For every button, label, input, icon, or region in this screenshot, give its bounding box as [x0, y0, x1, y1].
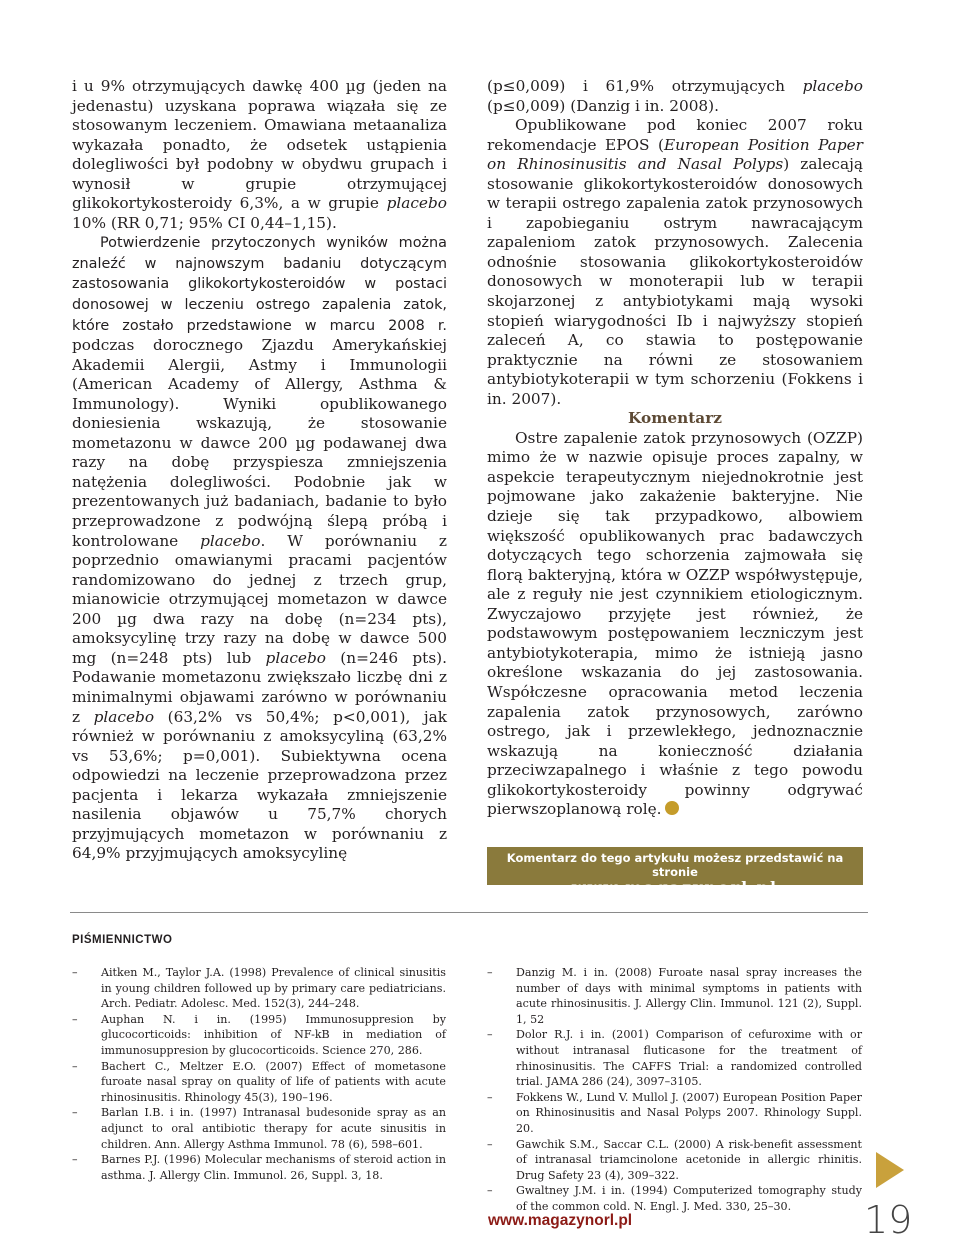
section-heading: Komentarz [628, 409, 722, 428]
list-dash: – [487, 1028, 493, 1042]
references-list-right [487, 965, 862, 1215]
next-page-arrow-icon[interactable] [876, 1152, 904, 1188]
divider [70, 912, 868, 913]
reference-item [487, 1027, 862, 1089]
italic-text: placebo [386, 194, 447, 213]
reference-item [72, 965, 446, 1012]
paragraph [487, 429, 863, 820]
list-dash: – [72, 1012, 78, 1026]
text-run: (p≤0,009) (Danzig i in. 2008). [487, 96, 719, 115]
reference-text: Danzig M. i in. (2008) Furoate nasal spray increases the number of days with minimal symptoms in patients with acute rhinosinusitis. J. Allergy Clin. Immunol. 121 (2), Suppl. 1, 52 [516, 966, 862, 1026]
paragraph [487, 77, 863, 116]
text-run: Potwierdzenie przytoczonych wyników można znaleźć w najnowszym badaniu dotyczącym zastosowania glikokortykosteroidów w postaci donosowej w leczeniu ostrego zapalenia zatok, które zostało przedstawione w marcu 2008 r. [72, 235, 447, 334]
list-dash: – [72, 966, 78, 979]
reference-item [487, 1183, 862, 1214]
reference-text: Gwaltney J.M. i in. (1994) Computerized tomography study of the common cold. N. Engl. J. Med. 330, 25–30. [516, 1184, 862, 1213]
references-title: PIŚMIENNICTWO [72, 934, 173, 946]
reference-item [72, 1059, 446, 1106]
reference-item [72, 1012, 446, 1059]
reference-item [72, 1152, 446, 1183]
reference-item [487, 1137, 862, 1184]
reference-item [487, 1090, 862, 1137]
italic-text: placebo [265, 648, 326, 667]
references-list-left [72, 965, 446, 1183]
list-dash: – [487, 1137, 493, 1151]
reference-text: Bachert C., Meltzer E.O. (2007) Effect of mometasone furoate nasal spray on quality of life of patients with acute rhinosinusitis. Rhinology 45(3), 190–196. [101, 1059, 446, 1104]
italic-text: placebo [200, 531, 261, 550]
italic-text: placebo [93, 707, 155, 726]
list-dash: – [487, 966, 493, 979]
footer-link[interactable]: www.magazynorl.pl [488, 1212, 633, 1229]
text-run: . W porównaniu z poprzednio omawianymi pracami pacjentów randomizowano do jednej z trzech grup, mianowicie otrzymującej mometazon w dawce 200 µg dwa razy na dobę (n=234 pts), amoksycylinę trzy razy na dobę w dawce 500 mg (n=248 pts) lub [72, 531, 447, 667]
text-run: podczas dorocznego Zjazdu Amerykańskiej Akademii Alergii, Astmy i Immunologii (American Academy of Allergy, Asthma & Immunology). Wyniki opublikowanego doniesienia wskazują, że stosowanie mometazonu w dawce 200 µg podawanej dwa razy na dobę przyspiesza zmniejszenia natężenia dolegliwości. Podobnie jak w prezentowanych już badaniach, badanie to było przeprowadzone z podwójną ślepą próbą i kontrolowane [72, 336, 447, 550]
article-column-left [72, 77, 447, 864]
end-mark-icon [665, 801, 679, 815]
italic-text: European Position Paper on Rhinosinusitis and Nasal Polyps [487, 135, 863, 174]
reference-text: Auphan N. i in. (1995) Immunosuppresion by glucocorticoids: inhibition of NF-kB in mediation of immunosuppresion by glucocorticoids. Science 270, 286. [101, 1012, 446, 1057]
text-run: (n=246 pts). Podawanie mometazonu zwiększało liczbę dni z minimalnymi objawami zarówno w porównaniu z [72, 648, 447, 726]
reference-text: Gawchik S.M., Saccar C.L. (2000) A risk-benefit assessment of intranasal triamcinolone acetonide in allergic rhinitis. Drug Safety 23 (4), 309–322. [516, 1137, 862, 1182]
page-number: 19 [864, 1198, 913, 1242]
paragraph [72, 77, 447, 233]
list-dash: – [72, 1059, 78, 1073]
reference-text: Barlan I.B. i in. (1997) Intranasal budesonide spray as an adjunct to oral antibiotic therapy for acute sinusitis in children. Ann. Allergy Asthma Immunol. 78 (6), 598–601. [101, 1106, 446, 1151]
list-dash: – [72, 1106, 78, 1120]
promo-text: Komentarz do tego artykułu możesz przedstawić na stronie [506, 851, 844, 879]
reference-text: Fokkens W., Lund V. Mullol J. (2007) European Position Paper on Rhinosinusitis and Nasal Polyps 2007. Rhinology Suppl. 20. [516, 1090, 862, 1135]
italic-text: placebo [802, 77, 863, 95]
reference-text: Dolor R.J. i in. (2001) Comparison of cefuroxime with or without intranasal fluticasone for the treatment of rhinosinusitis. The CAFFS Trial: a randomized controlled trial. JAMA 286 (24), 3097–3105. [516, 1028, 862, 1089]
reference-item [72, 1105, 446, 1152]
paragraph [72, 233, 447, 864]
reference-text: Aitken M., Taylor J.A. (1998) Prevalence of clinical sinusitis in young children followed up by primary care pediatricians. Arch. Pediatr. Adolesc. Med. 152(3), 244–248. [101, 966, 446, 1011]
reference-text: Barnes P.J. (1996) Molecular mechanisms of steroid action in asthma. J. Allergy Clin. Immunol. 26, Suppl. 3, 18. [101, 1153, 446, 1182]
text-run: i u 9% otrzymujących dawkę 400 µg (jeden na jedenastu) uzyskana poprawa wiązała się ze stosowanym leczeniem. Omawiana metaanaliza wykazała ponadto, że odsetek ustąpienia dolegliwości był podobny w obydwu grupach i wynosił w grupie otrzymującej glikokortykosteroidy 6,3%, a w grupie [72, 77, 447, 213]
reference-item [487, 965, 862, 1027]
text-run: Opublikowane pod koniec 2007 roku rekomendacje EPOS ( [487, 116, 863, 154]
text-run: (63,2% vs 50,4%; p<0,001), jak również w porównaniu z amoksycyliną (63,2% vs 53,6%; p=0,001). Subiektywna ocena odpowiedzi na leczenie przeprowadzona przez pacjenta i lekarza wykazała zmniejszenie nasilenia objawów u 75,7% chorych przyjmujących mometazon w porównaniu z 64,9% przyjmujących amoksycylinę [72, 707, 448, 863]
text-run: Ostre zapalenie zatok przynosowych (OZZP) mimo że w nazwie opisuje proces zapalny, w aspekcie terapeutycznym niejednokrotnie jest pojmowane jako zakażenie bakteryjne. Nie dzieje się tak przypadkowo, albowiem większość opublikowanych prac badawczych dotyczących tego schorzenia zajmowała się florą bakteryjną, która w OZZP współwystępuje, ale z reguły nie jest czynnikiem etiologicznym. Zwyczajowo przyjęte jest również, że podstawowym postępowaniem leczniczym jest antybiotykoterapia, mimo że istnieją jasno określone wskazania do jej zastosowania. Współczesne opracowania metod leczenia zapalenia zatok przynosowych, zarówno ostrego, jak i przewlekłego, jednoznacznie wskazują na konieczność działania przeciwzapalnego i właśnie z tego powodu glikokortykosteroidy powinny odgrywać pierwszoplanową rolę. [487, 428, 863, 819]
list-dash: – [487, 1184, 493, 1198]
text-run: 10% (RR 0,71; 95% CI 0,44–1,15). [72, 213, 337, 232]
list-dash: – [72, 1153, 78, 1167]
text-run: (p≤0,009) i 61,9% otrzymujących [487, 77, 803, 95]
list-dash: – [487, 1090, 493, 1104]
comment-promo-box[interactable] [487, 847, 863, 897]
promo-link[interactable]: www.magazynorl.pl [571, 878, 779, 897]
article-column-right [487, 77, 863, 820]
paragraph [487, 116, 863, 409]
text-run: ) zalecają stosowanie glikokortykosteroidów donosowych w terapii ostrego zapalenia zatok przynosowych i zapobieganiu ostrym nawracającym zapaleniom zatok przynosowych. Zalecenia odnośnie stosowania glikokortykosteroidów donosowych w monoterapii lub w terapii skojarzonej z antybiotykami mają wysoki stopień wiarygodności Ib i najwyższy stopień zaleceń A, co stawia to postępowanie praktycznie na równi ze stosowaniem antybiotykoterapii w tym schorzeniu (Fokkens i in. 2007). [487, 155, 863, 408]
